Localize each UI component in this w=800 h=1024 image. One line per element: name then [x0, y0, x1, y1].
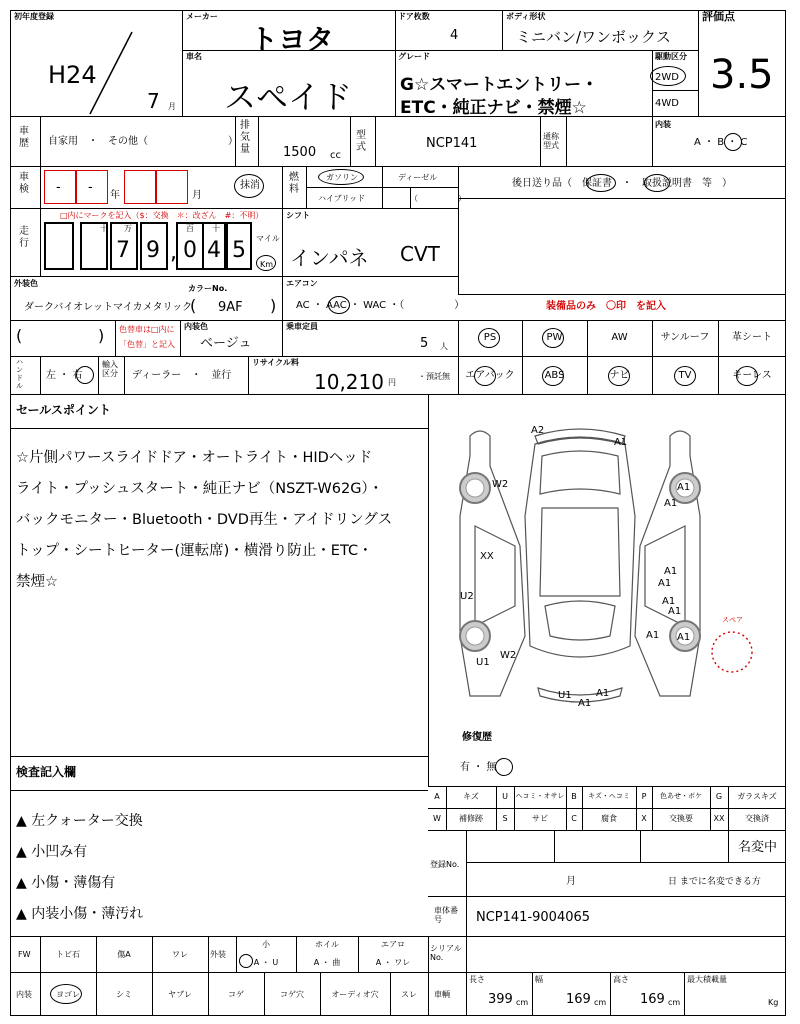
damage-mark: A1 — [662, 596, 676, 607]
capacity-value: 5 — [420, 336, 429, 351]
max-load-label: 最大積載量 — [687, 975, 727, 984]
doors-value: 4 — [450, 28, 459, 43]
chassis-label: 車体番号 — [434, 906, 458, 924]
equipment-pw: PW — [546, 332, 563, 343]
aero-label: エアロ — [381, 940, 405, 949]
reg-month-unit: 月 — [566, 876, 576, 887]
length-label: 長さ — [469, 975, 485, 984]
import-value: ディーラー ・ 並行 — [132, 370, 232, 381]
exterior-label: 外装 — [210, 950, 226, 959]
fw-item: ワレ — [172, 950, 188, 959]
wheel-label: ホイル — [315, 940, 339, 949]
repair-none-circle-icon — [495, 758, 513, 776]
fw-item: トビ石 — [56, 950, 80, 959]
width-value: 169 — [566, 992, 591, 1007]
dims-label: 車輌 — [434, 990, 450, 999]
shift-type: CVT — [400, 242, 440, 266]
km-label: Km — [260, 260, 274, 269]
length-value: 399 — [488, 992, 513, 1007]
height-value: 169 — [640, 992, 665, 1007]
fuel-gasoline: ガソリン — [326, 173, 358, 182]
interior-item: スレ — [401, 990, 417, 999]
cc-unit: cc — [330, 150, 341, 161]
equipment-header: 装備品のみ 〇印 を記入 — [546, 301, 666, 312]
drive-2wd-circle-icon — [650, 66, 686, 86]
inspection-expired: 抹消 — [240, 180, 260, 191]
inspection-month-unit: 月 — [192, 190, 202, 201]
first-reg-month-unit: 月 — [168, 102, 176, 111]
damage-mark: U2 — [460, 591, 474, 602]
damage-mark: A1 — [668, 606, 682, 617]
airbag-circle-icon — [474, 366, 496, 386]
odometer-digit-value: 5 — [232, 238, 246, 263]
dirt-circle-icon — [50, 984, 82, 1004]
handle-value: 左 ・ 右 — [46, 370, 83, 381]
equipment-ps: PS — [483, 332, 497, 343]
ps-circle-icon — [478, 328, 500, 348]
import-label: 輸入区分 — [102, 360, 118, 378]
exterior-color-value: ダークバイオレットマイカメタリック — [24, 302, 193, 313]
reg-day-text: 日 までに名変できる方 — [668, 877, 761, 887]
maker-value: トヨタ — [250, 23, 335, 56]
handle-label: ハンドル — [16, 358, 23, 390]
displacement-label: 排気量 — [240, 120, 250, 155]
doors-label: ドア枚数 — [398, 12, 430, 21]
name-value: スペイド — [224, 78, 353, 116]
repair-history-label: 修復歴 — [462, 732, 492, 743]
equipment-sunroof: サンルーフ — [660, 332, 710, 343]
aircon-options: AC ・ AAC ・ WAC ・（ ） — [296, 300, 465, 311]
damage-mark: A1 — [614, 437, 628, 448]
height-label: 高さ — [613, 975, 629, 984]
fuel-diesel: ディーゼル — [398, 173, 438, 182]
damage-mark: W2 — [492, 479, 509, 490]
maker-label: メーカー — [186, 12, 218, 21]
mileage-label: 走行 — [19, 226, 29, 249]
damage-mark: XX — [480, 551, 494, 562]
fw-label: FW — [18, 950, 31, 959]
sales-point-line: トップ・シートヒーター(運転席)・横滑り防止・ETC・ — [16, 543, 373, 559]
inspection-label: 車検 — [19, 172, 29, 195]
name-change-label: 名変中 — [738, 840, 778, 855]
interior-item: オーディオ穴 — [331, 990, 379, 999]
interior-grade-label: 内装 — [655, 120, 671, 129]
damage-mark: A1 — [646, 630, 660, 641]
damage-mark: A1 — [664, 498, 678, 509]
fw-item: 傷A — [117, 950, 131, 959]
displacement-value: 1500 — [283, 145, 317, 160]
wheel-value: A ・ 曲 — [313, 958, 341, 967]
inspection-note-item: ▲ 小傷・薄傷有 — [16, 875, 116, 891]
repaint-note-1: 色替車は□内に — [119, 325, 175, 334]
aircon-label: エアコン — [286, 279, 318, 288]
width-label: 幅 — [535, 975, 543, 984]
interior-color-label: 内装色 — [184, 322, 208, 331]
interior-item: コゲ — [228, 990, 244, 999]
drive-label: 駆動区分 — [655, 52, 687, 61]
damage-mark: A1 — [596, 688, 610, 699]
repair-history-value: 有 ・ 無 — [460, 762, 497, 773]
sales-point-line: 禁煙☆ — [16, 574, 58, 590]
equipment-keyless: キーレス — [732, 370, 772, 381]
tv-circle-icon — [674, 366, 696, 386]
odometer-digit-value: 9 — [146, 238, 160, 263]
sales-point-line: ライト・プッシュスタート・純正ナビ（NSZT-W62G）・ — [16, 481, 384, 497]
interior-item: ヨゴレ — [56, 990, 80, 999]
interior-item: ヤブレ — [168, 990, 192, 999]
score-value: 3.5 — [710, 52, 774, 98]
first-reg-month: 7 — [147, 89, 160, 113]
damage-mark: A1 — [677, 482, 691, 493]
recycle-label: リサイクル料 — [252, 358, 299, 367]
color-no-label: カラーNo. — [188, 284, 228, 293]
equipment-aw: AW — [611, 332, 628, 343]
inspection-year-unit: 年 — [110, 190, 120, 201]
kg-unit: Kg — [768, 998, 779, 1007]
first-reg-slash — [80, 30, 140, 120]
equipment-abs: ABS — [544, 370, 565, 381]
equipment-navi: ナビ — [609, 370, 630, 381]
sales-point-line: バックモニター・Bluetooth・DVD再生・アイドリングス — [16, 512, 393, 528]
inspection-note-item: ▲ 内装小傷・薄汚れ — [16, 906, 144, 922]
fuel-other: （ ） — [410, 194, 466, 203]
capacity-unit: 人 — [440, 342, 448, 351]
small-a-circle-icon — [239, 954, 253, 968]
aero-value: A ・ ワレ — [375, 958, 411, 967]
equipment-tv: TV — [678, 370, 692, 381]
first-reg-year: H24 — [48, 61, 97, 89]
recycle-unit: 円 — [388, 378, 396, 387]
color-no-value: 9AF — [218, 300, 243, 315]
grade-line1: G☆スマートエントリー・ — [400, 75, 599, 95]
gasoline-circle-icon — [318, 169, 364, 185]
expired-circle-icon — [234, 174, 264, 198]
body-label: ボディ形状 — [506, 12, 546, 21]
capacity-label: 乗車定員 — [286, 322, 318, 331]
odometer-digit-value: 0 — [183, 238, 197, 263]
fuel-label: 燃料 — [289, 172, 299, 195]
grade-label: グレード — [398, 52, 430, 61]
body-value: ミニバン/ワンボックス — [516, 28, 671, 46]
name-label: 車名 — [186, 52, 202, 61]
deposit-label: ・預託無 — [418, 372, 450, 381]
history-value: 自家用 ・ その他（ ） — [48, 136, 238, 147]
inspection-note-item: ▲ 左クォーター交換 — [16, 813, 143, 829]
navi-circle-icon — [608, 366, 630, 386]
damage-mark: W2 — [500, 650, 517, 661]
grade-line2: ETC・純正ナビ・禁煙☆ — [400, 98, 587, 118]
repaint-note-2: 「色替」と記入 — [119, 340, 175, 349]
interior-item: シミ — [116, 990, 132, 999]
drive-2wd: 2WD — [655, 72, 679, 83]
damage-mark: A1 — [677, 632, 691, 643]
score-label: 評価点 — [702, 10, 735, 23]
inspection-notes-title: 検査記入欄 — [16, 765, 77, 779]
interior-grade-value: A ・ B ・ C — [694, 137, 748, 148]
fuel-hybrid: ハイブリッド — [318, 194, 366, 203]
damage-mark: A1 — [578, 698, 592, 709]
sales-points-title: セールスポイント — [16, 403, 111, 417]
mileage-note: □内にマークを記入（$：交換 ＊：改ざん #：不明） — [60, 211, 264, 220]
equipment-airbag: エアバック — [465, 370, 515, 381]
mile-label: マイル — [256, 234, 280, 243]
serial-label: シリアルNo. — [430, 944, 462, 962]
docs-text: 後日送り品（ 保証書 ・ 取扱説明書 等 ） — [512, 178, 732, 189]
inspection-note-item: ▲ 小凹み有 — [16, 844, 88, 860]
spare-label: スペア — [722, 616, 743, 624]
right-handle-circle-icon — [76, 366, 94, 384]
damage-mark: U1 — [558, 690, 572, 701]
model-label: 型式 — [356, 130, 366, 153]
interior-grade-b-circle-icon — [724, 133, 742, 151]
damage-mark: A1 — [664, 566, 678, 577]
first-reg-label: 初年度登録 — [14, 12, 54, 21]
exterior-color-label: 外装色 — [14, 279, 38, 288]
interior-item: コゲ穴 — [280, 990, 304, 999]
damage-mark: A2 — [531, 425, 545, 436]
abs-circle-icon — [542, 366, 564, 386]
odometer-digit-value: 4 — [207, 238, 221, 263]
model-value: NCP141 — [426, 136, 478, 151]
small-value: A ・ U — [253, 958, 279, 967]
odometer-digit-value: 7 — [116, 238, 130, 263]
reg-no-label: 登録No. — [430, 860, 460, 869]
recycle-amount: 10,210 — [314, 370, 384, 394]
manual-circle-icon — [644, 174, 670, 192]
interior-color-value: ベージュ — [200, 336, 252, 351]
km-circle-icon — [256, 255, 276, 271]
damage-mark: A1 — [658, 578, 672, 589]
shift-label: シフト — [286, 211, 310, 220]
aac-circle-icon — [328, 296, 350, 314]
damage-mark: U1 — [476, 657, 490, 668]
small-label: 小 — [262, 940, 270, 949]
chassis-number: NCP141-9004065 — [476, 910, 591, 925]
interior-label: 内装 — [16, 990, 32, 999]
equipment-leather: 革シート — [732, 332, 772, 343]
history-label: 車歴 — [19, 126, 29, 149]
warranty-circle-icon — [586, 174, 616, 192]
sales-point-line: ☆片側パワースライドドア・オートライト・HIDヘッド — [16, 450, 373, 466]
common-model-label: 通称型式 — [543, 132, 559, 150]
keyless-circle-icon — [736, 366, 758, 386]
drive-4wd: 4WD — [655, 98, 679, 109]
pw-circle-icon — [542, 328, 564, 348]
shift-position: インパネ — [290, 246, 369, 270]
